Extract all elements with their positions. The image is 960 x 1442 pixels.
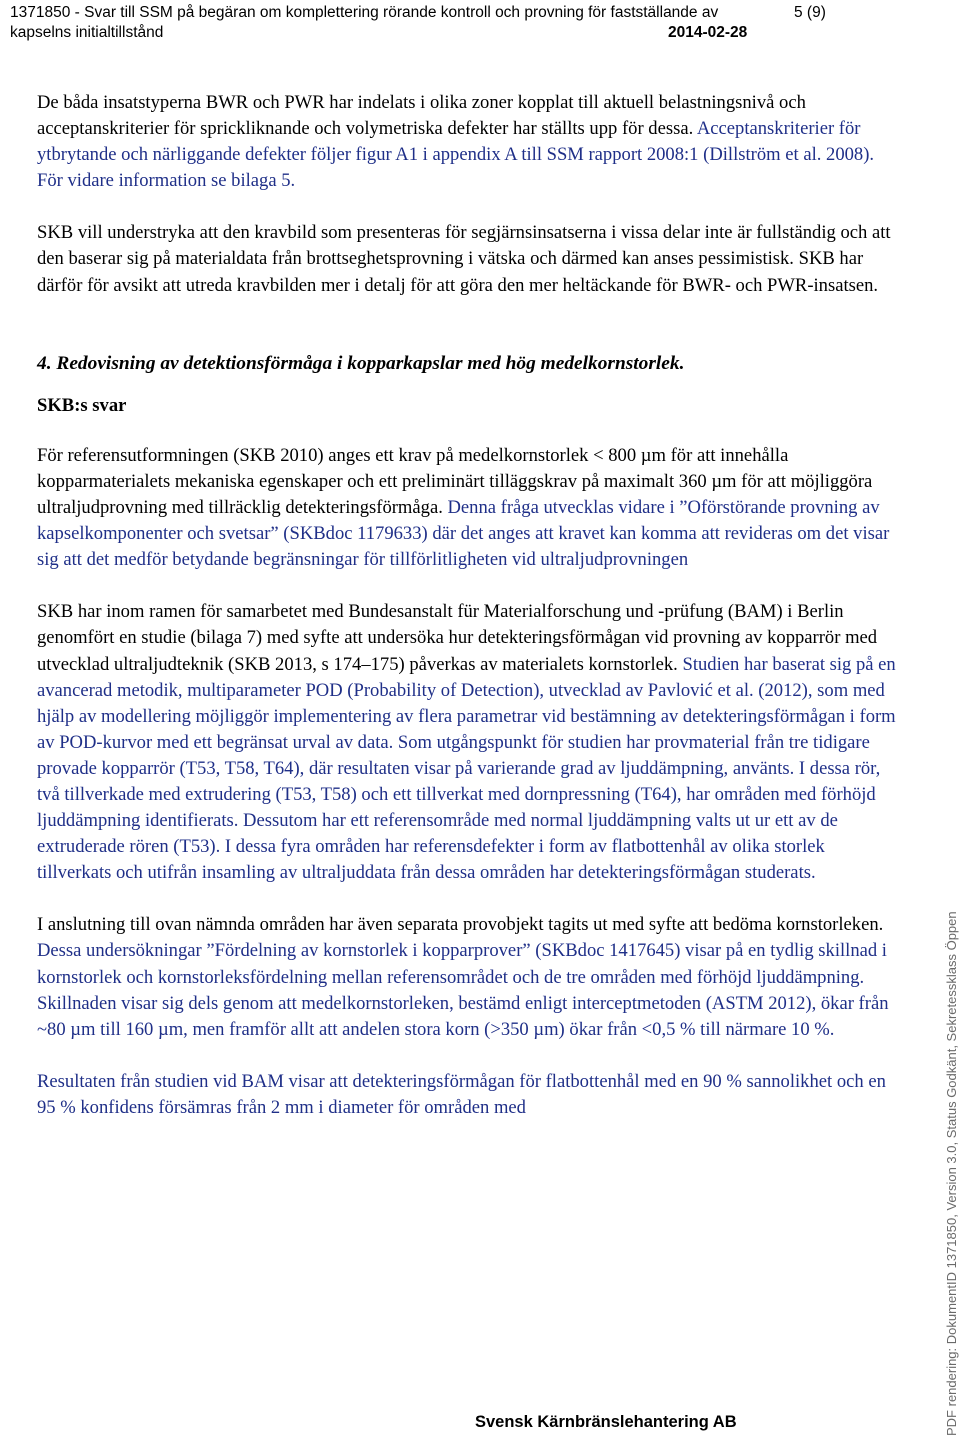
paragraph-grain-size-part1: För referensutformningen (SKB 2010) anges ett krav på medelkornstorlek < 800 µm för att innehålla kopparmaterialets mekaniska egenskaper och ett preliminärt tilläggskrav på maximalt 360 µm för att möjliggöra ultraljudprovning med tillräcklig detekteringsförmåga. [37,444,873,519]
paragraph-zones-part2: Acceptanskriterier för ytbrytande och närliggande defekter följer figur A1 i appendix A till SSM rapport 2008:1 (Dillström et al. 2008). För vidare information se bilaga 5. [37,118,875,192]
paragraph-grain-distribution [37,912,897,1042]
header-title-line1: 1371850 - Svar till SSM på begäran om komplettering rörande kontroll och provning för fastställande av [10,4,719,21]
header-page-number: 5 (9) [794,4,826,21]
footer-organization: Svensk Kärnbränslehantering AB [475,1413,737,1431]
paragraph-zones [37,90,897,194]
header-title-line2: kapselns initialtillstånd [10,24,164,41]
paragraph-grain-size-part2: Denna fråga utvecklas vidare i ”Oförstörande provning av kapselkomponenter och svetsar” (SKBdoc 1179633) där det anges att kravet kan komma att revideras om det visar sig att det medför betydande begränsningar för tillförlitligheten vid ultraljudprovningen [37,497,890,571]
section-subheading: SKB:s svar [37,394,127,416]
pdf-rendering-stamp: PDF rendering: DokumentID 1371850, Version 3.0, Status Godkänt, Sekretessklass Öppen [944,911,959,1436]
section-heading: 4. Redovisning av detektionsförmåga i kopparkapslar med hög medelkornstorlek. [37,352,685,374]
paragraph-results: Resultaten från studien vid BAM visar att detekteringsförmågan för flatbottenhål med en 90 % sannolikhet och en 95 % konfidens försämras från 2 mm i diameter för områden med [37,1070,886,1118]
paragraph-bam-study-part2: Studien har baserat sig på en avancerad metodik, multiparameter POD (Probability of Detection), utvecklad av Pavlović et al. (2012), som med hjälp av modellering möjliggör implementering av flera parametrar vid bestämning av detekteringsförmågan i form av POD-kurvor med ett begränsat urval av data. Som utgångspunkt för studien har provmaterial från tre tidigare provade kopparrör (T53, T58, T64), där resultaten visar på varierande grad av ljuddämpning, använts. I dessa rör, två tillverkade med extrudering (T53, T58) och ett tillverkat med dornpressning (T64), har områden med förhöjd ljuddämpning identifierats. Dessutom har ett referensområde med normal ljuddämpning valts ut ur ett av de extruderade rören (T53). I dessa fyra områden har referensdefekter i form av flatbottenhål av olika storlek tillverkats och utifrån insamling av ultraljuddata från dessa områden har detekteringsförmågan studerats. [37,653,896,884]
paragraph-bam-study-part1: SKB har inom ramen för samarbetet med Bundesanstalt für Materialforschung und -prüfung (BAM) i Berlin genomfört en studie (bilaga 7) med syfte att undersöka hur detekteringsförmågan vid provning av kopparrör med utvecklad ultraljudteknik (SKB 2013, s 174–175) påverkas av materialets kornstorlek. [37,601,878,675]
paragraph-grain-distribution-part2: Dessa undersökningar ”Fördelning av kornstorlek i kopparprover” (SKBdoc 1417645) visar på en tydlig skillnad i kornstorlek och kornstorleksfördelning mellan referensområdet och de tre områden med förhöjd ljuddämpning. Skillnaden visar sig dels genom att medelkornstorleken, bestämd enligt interceptmetoden (ASTM 2012), ökar från ~80 µm till 160 µm, men framför allt att andelen stora korn (>350 µm) ökar från <0,5 % till närmare 10 %. [37,940,889,1040]
document-body [37,90,897,1121]
paragraph-grain-size [37,443,897,573]
header-date: 2014-02-28 [668,24,748,41]
paragraph-grain-distribution-part1: I anslutning till ovan nämnda områden har även separata provobjekt tagits ut med syfte att bedöma kornstorleken. [37,914,884,936]
paragraph-requirements: SKB vill understryka att den kravbild som presenteras för segjärnsinsatserna i vissa delar inte är fullständig och att den baserar sig på materialdata från brottseghetsprovning i vätska och därmed kan anses pessimistisk. SKB har därför för avsikt att utreda kravbilden mer i detalj för att göra den mer heltäckande för BWR- och PWR-insatsen. [37,222,891,296]
paragraph-bam-study [37,599,897,886]
paragraph-zones-part1: De båda insatstyperna BWR och PWR har indelats i olika zoner kopplat till aktuell belastningsnivå och acceptanskriterier för sprickliknande och volymetriska defekter har ställts upp för dessa. [37,92,806,140]
